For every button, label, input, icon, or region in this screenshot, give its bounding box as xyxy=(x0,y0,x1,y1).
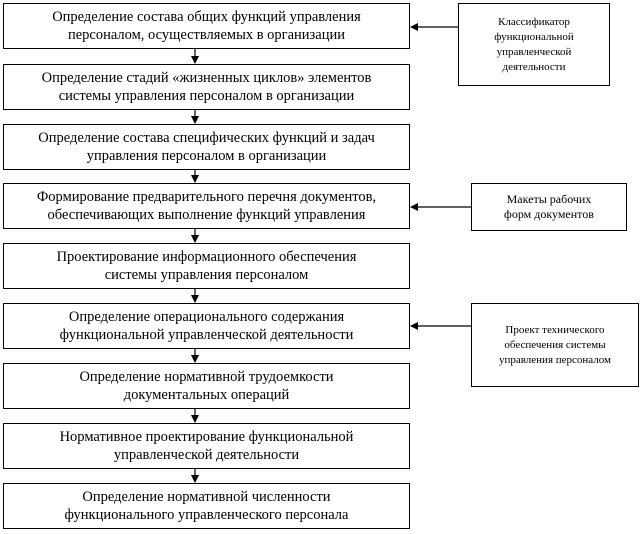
step-label-2: Определение стадий «жизненных циклов» элементов системы управления персоналом в организации xyxy=(41,70,372,104)
step-label-4: Формирование предварительного перечня документов, обеспечивающих выполнение функций управления xyxy=(36,189,377,223)
step-label-5: Проектирование информационного обеспечения системы управления персоналом xyxy=(56,249,357,283)
step-label-3: Определение состава специфических функций и задач управления персоналом в организации xyxy=(38,130,375,164)
step-label-9: Определение нормативной численности функционального управленческого персонала xyxy=(64,489,349,523)
step-label-7: Определение нормативной трудоемкости документальных операций xyxy=(79,369,334,403)
side-input-label-1: Классификатор функциональной управленческой деятельности xyxy=(494,15,574,73)
step-label-8: Нормативное проектирование функциональной управленческой деятельности xyxy=(59,429,354,463)
side-input-label-2: Макеты рабочих форм документов xyxy=(504,192,594,221)
side-input-label-3: Проект технического обеспечения системы управления персоналом xyxy=(498,323,612,366)
step-label-1: Определение состава общих функций управления персоналом, осуществляемых в организации xyxy=(52,9,361,43)
step-label-6: Определение операционального содержания функциональной управленческой деятельности xyxy=(59,309,354,343)
